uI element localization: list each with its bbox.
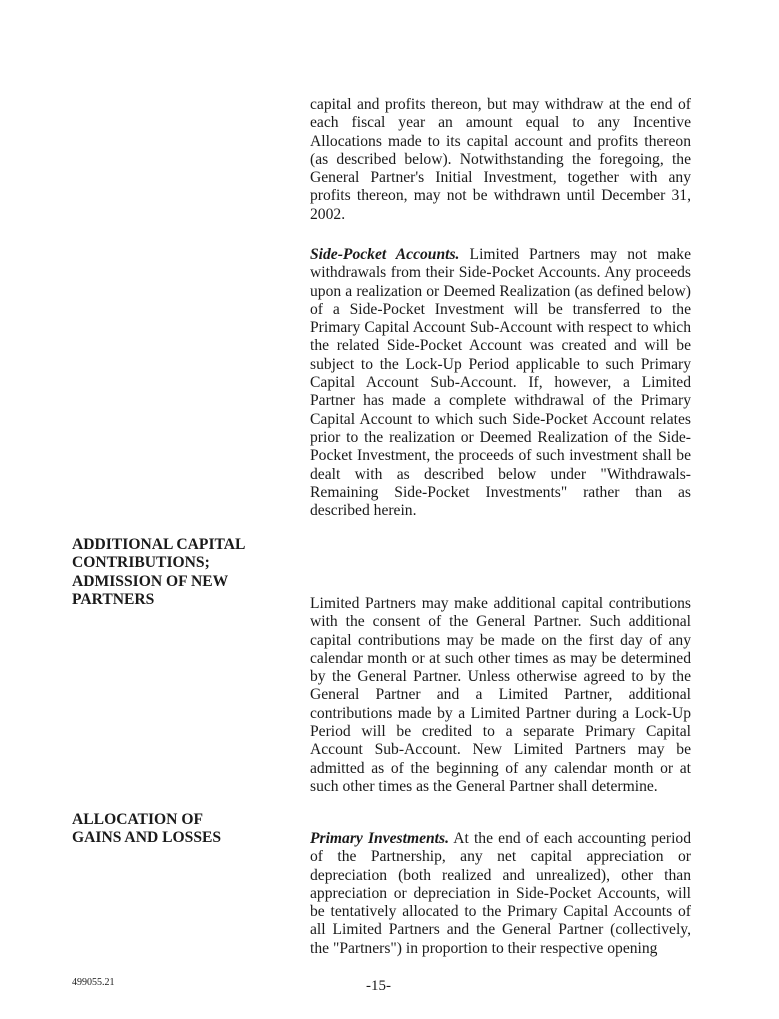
primary-investments-heading: Primary Investments. <box>310 830 449 847</box>
heading-line: ADMISSION OF NEW <box>72 572 229 590</box>
heading-line: CONTRIBUTIONS; <box>72 554 210 572</box>
heading-line: PARTNERS <box>72 590 155 608</box>
paragraph-additional-contributions: Limited Partners may make additional capital contributions with the consent of the General Partner. Such additional capital contributions may be made on the first day of any calendar month or at such other times as may be determined by the General Partner. Unless otherwise agreed to by the General Partner and a Limited Partner, additional contributions made by a Limited Partner during a Lock-Up Period will be credited to a separate Primary Capital Account Sub-Account. New Limited Partners may be admitted as of the beginning of any calendar month or at such other times as the General Partner shall determine. <box>310 595 691 795</box>
heading-line: ALLOCATION OF <box>72 811 203 828</box>
side-pocket-accounts-heading: Side-Pocket Accounts. <box>310 246 460 263</box>
heading-line: GAINS AND LOSSES <box>72 829 222 847</box>
primary-investments-text: At the end of each accounting period of the Partnership, any net capital appreciation or depreciation (both realized and unrealized), other than appreciation or depreciation in Side-Pocket Accounts, will be tentatively allocated to the Primary Capital Accounts of all Limited Partners and the General Partner (collectively, the "Partners") in proportion to their respective opening <box>310 830 691 957</box>
document-id: 499055.21 <box>72 977 115 988</box>
paragraph-primary-investments <box>310 830 691 958</box>
heading-allocation-gains-losses <box>72 811 272 848</box>
heading-line: ADDITIONAL CAPITAL <box>72 536 246 553</box>
heading-additional-capital-contributions <box>72 536 272 609</box>
paragraph-withdrawal-continued: capital and profits thereon, but may withdraw at the end of each fiscal year an amount equal to any Incentive Allocations made to its capital account and profits thereon (as described below). Notwithstanding the foregoing, the General Partner's Initial Investment, together with any profits thereon, may not be withdrawn until December 31, 2002. <box>310 96 691 223</box>
side-pocket-accounts-text: Limited Partners may not make withdrawals from their Side-Pocket Accounts. Any proceeds upon a realization or Deemed Realization (as defined below) of a Side-Pocket Investment will be transferred to the Primary Capital Account Sub-Account with respect to which the related Side-Pocket Account was created and will be subject to the Lock-Up Period applicable to such Primary Capital Account Sub-Account. If, however, a Limited Partner has made a complete withdrawal of the Primary Capital Account to which such Side-Pocket Account relates prior to the realization or Deemed Realization of the Side-Pocket Investment, the proceeds of such investment shall be dealt with as described below under "Withdrawals-Remaining Side-Pocket Investments" rather than as described herein. <box>310 246 691 520</box>
paragraph-side-pocket-accounts <box>310 246 691 520</box>
page-number: -15- <box>366 978 391 994</box>
